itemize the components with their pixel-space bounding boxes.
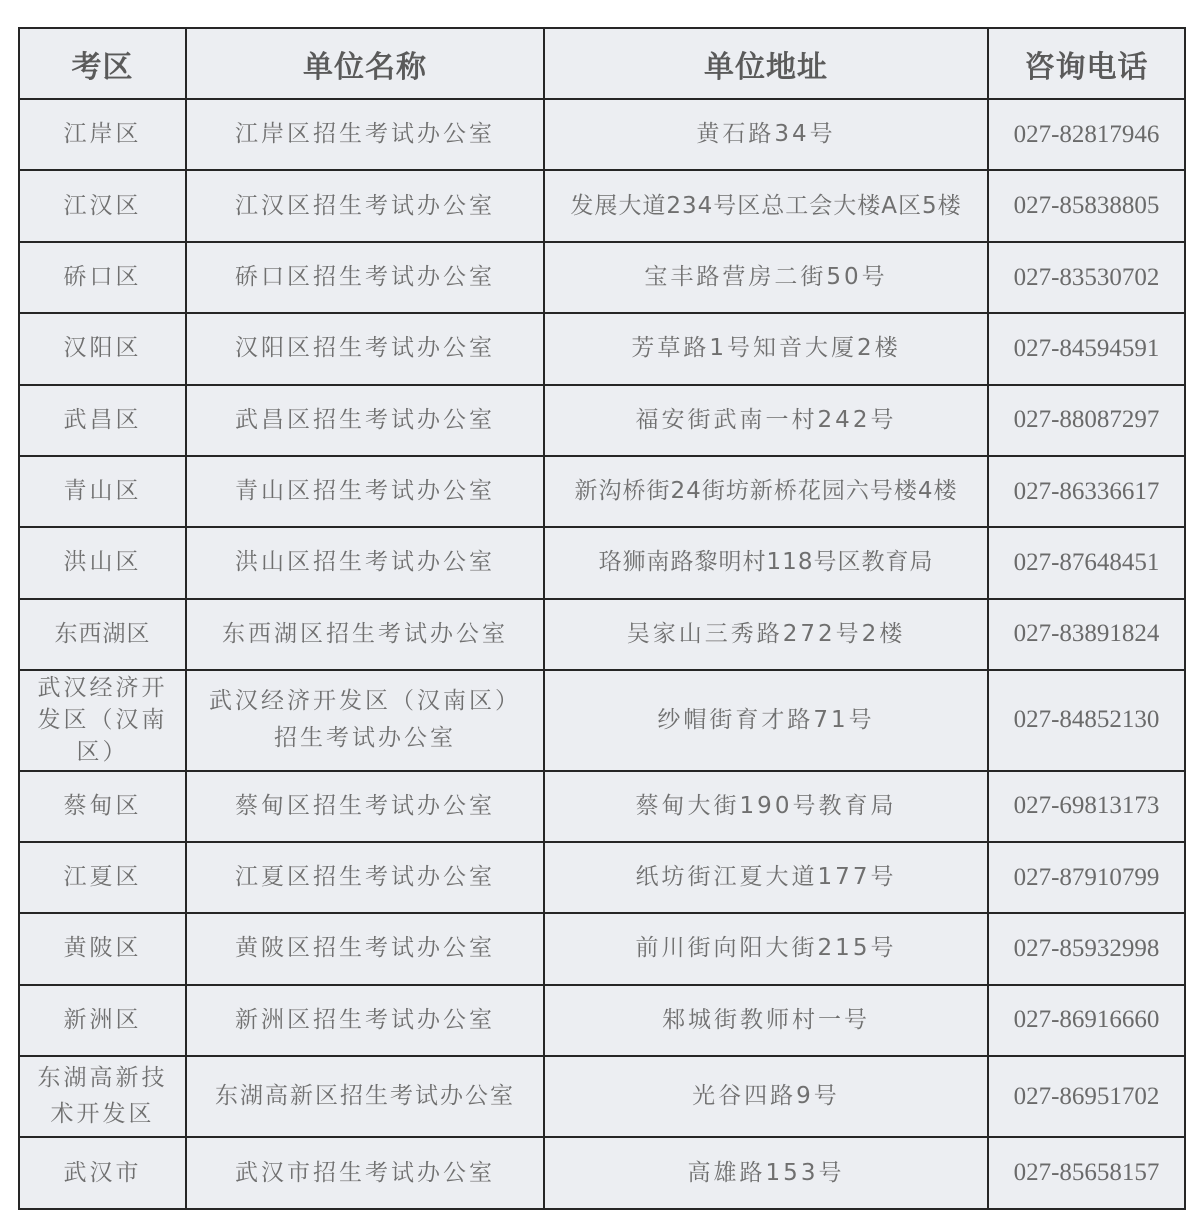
cell-address: 发展大道234号区总工会大楼A区5楼 — [544, 170, 988, 241]
cell-area: 新洲区 — [19, 985, 186, 1056]
cell-phone: 027-88087297 — [988, 385, 1185, 456]
table-row — [19, 170, 1185, 241]
cell-area: 东湖高新技术开发区 — [19, 1056, 186, 1137]
header-unit-address: 单位地址 — [544, 28, 988, 99]
table-row — [19, 1056, 1185, 1137]
cell-unit: 新洲区招生考试办公室 — [186, 985, 544, 1056]
table-row — [19, 242, 1185, 313]
cell-address: 珞狮南路黎明村118号区教育局 — [544, 527, 988, 598]
cell-address: 光谷四路9号 — [544, 1056, 988, 1137]
cell-phone: 027-87910799 — [988, 842, 1185, 913]
cell-address: 高雄路153号 — [544, 1137, 988, 1209]
cell-phone: 027-85838805 — [988, 170, 1185, 241]
cell-area: 硚口区 — [19, 242, 186, 313]
cell-unit: 硚口区招生考试办公室 — [186, 242, 544, 313]
cell-address: 福安街武南一村242号 — [544, 385, 988, 456]
cell-phone: 027-86916660 — [988, 985, 1185, 1056]
cell-address: 宝丰路营房二街50号 — [544, 242, 988, 313]
cell-area: 青山区 — [19, 456, 186, 527]
cell-address: 纱帽街育才路71号 — [544, 670, 988, 771]
cell-unit: 东湖高新区招生考试办公室 — [186, 1056, 544, 1137]
cell-address: 前川街向阳大街215号 — [544, 913, 988, 984]
cell-unit: 蔡甸区招生考试办公室 — [186, 771, 544, 842]
cell-area: 蔡甸区 — [19, 771, 186, 842]
cell-phone: 027-83530702 — [988, 242, 1185, 313]
cell-unit: 江岸区招生考试办公室 — [186, 99, 544, 170]
cell-address: 蔡甸大街190号教育局 — [544, 771, 988, 842]
cell-address: 纸坊街江夏大道177号 — [544, 842, 988, 913]
cell-address: 邾城街教师村一号 — [544, 985, 988, 1056]
cell-phone: 027-69813173 — [988, 771, 1185, 842]
cell-area: 江夏区 — [19, 842, 186, 913]
cell-area: 洪山区 — [19, 527, 186, 598]
header-area: 考区 — [19, 28, 186, 99]
header-unit-name: 单位名称 — [186, 28, 544, 99]
cell-unit: 东西湖区招生考试办公室 — [186, 599, 544, 670]
cell-area: 江汉区 — [19, 170, 186, 241]
exam-office-contact-table — [18, 27, 1186, 1210]
table-row — [19, 985, 1185, 1056]
cell-area: 江岸区 — [19, 99, 186, 170]
table-row — [19, 670, 1185, 771]
cell-phone: 027-85932998 — [988, 913, 1185, 984]
table-row — [19, 385, 1185, 456]
table-row — [19, 913, 1185, 984]
cell-unit: 江夏区招生考试办公室 — [186, 842, 544, 913]
cell-area: 汉阳区 — [19, 313, 186, 384]
cell-phone: 027-86951702 — [988, 1056, 1185, 1137]
cell-address: 芳草路1号知音大厦2楼 — [544, 313, 988, 384]
cell-unit: 汉阳区招生考试办公室 — [186, 313, 544, 384]
header-phone: 咨询电话 — [988, 28, 1185, 99]
table-header-row — [19, 28, 1185, 99]
table-row — [19, 527, 1185, 598]
cell-address: 新沟桥街24街坊新桥花园六号楼4楼 — [544, 456, 988, 527]
cell-unit: 洪山区招生考试办公室 — [186, 527, 544, 598]
contact-table-container — [18, 27, 1184, 1210]
cell-phone: 027-82817946 — [988, 99, 1185, 170]
cell-area: 武昌区 — [19, 385, 186, 456]
table-row — [19, 599, 1185, 670]
cell-unit: 江汉区招生考试办公室 — [186, 170, 544, 241]
cell-unit: 武汉市招生考试办公室 — [186, 1137, 544, 1209]
cell-area: 武汉经济开发区（汉南区） — [19, 670, 186, 771]
cell-unit: 武昌区招生考试办公室 — [186, 385, 544, 456]
cell-area: 武汉市 — [19, 1137, 186, 1209]
cell-address: 吴家山三秀路272号2楼 — [544, 599, 988, 670]
table-row — [19, 456, 1185, 527]
cell-unit: 武汉经济开发区（汉南区）招生考试办公室 — [186, 670, 544, 771]
table-row — [19, 313, 1185, 384]
cell-area: 黄陂区 — [19, 913, 186, 984]
cell-phone: 027-83891824 — [988, 599, 1185, 670]
cell-unit: 青山区招生考试办公室 — [186, 456, 544, 527]
cell-phone: 027-86336617 — [988, 456, 1185, 527]
cell-address: 黄石路34号 — [544, 99, 988, 170]
table-row — [19, 99, 1185, 170]
cell-phone: 027-84594591 — [988, 313, 1185, 384]
table-row — [19, 771, 1185, 842]
table-row — [19, 842, 1185, 913]
cell-phone: 027-85658157 — [988, 1137, 1185, 1209]
cell-area: 东西湖区 — [19, 599, 186, 670]
cell-phone: 027-84852130 — [988, 670, 1185, 771]
cell-phone: 027-87648451 — [988, 527, 1185, 598]
cell-unit: 黄陂区招生考试办公室 — [186, 913, 544, 984]
table-row — [19, 1137, 1185, 1209]
